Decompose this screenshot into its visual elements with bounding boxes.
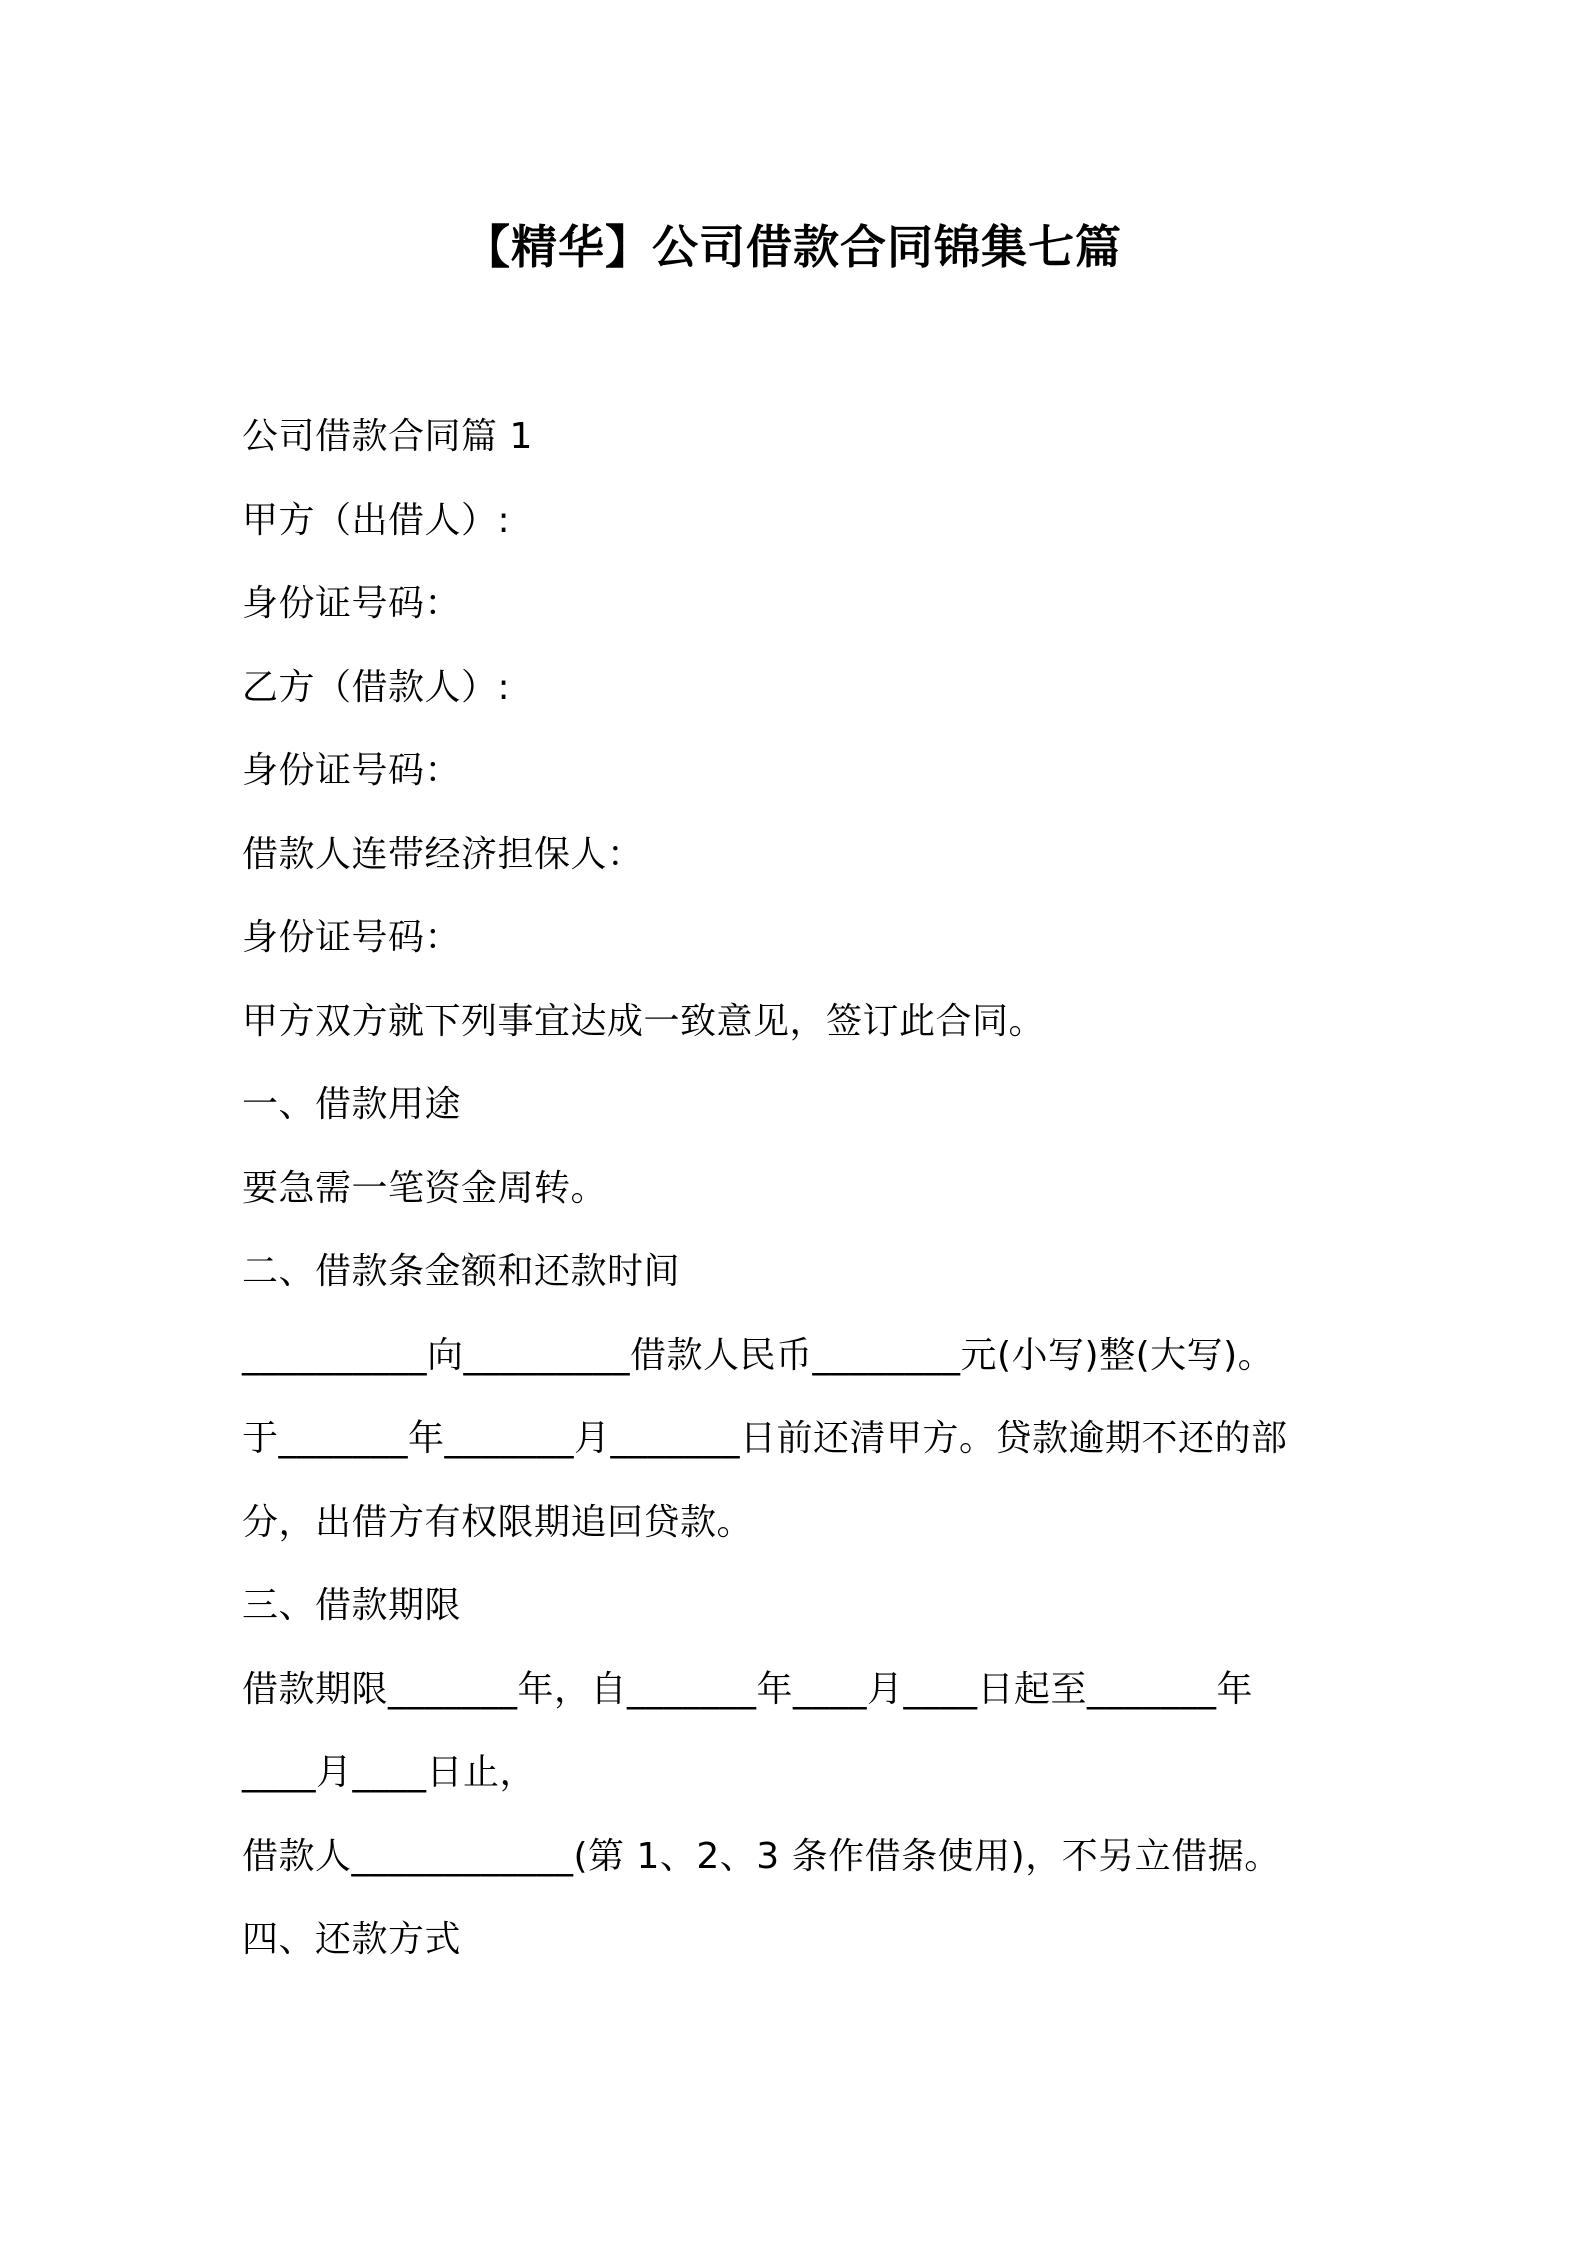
clause-heading-term: 三、借款期限 bbox=[242, 1585, 462, 1626]
clause-text-repayment-cont: 分，出借方有权限期追回贷款。 bbox=[242, 1501, 754, 1543]
guarantor-label: 借款人连带经济担保人： bbox=[242, 833, 644, 875]
party-b-label: 乙方（借款人）: bbox=[242, 666, 511, 708]
clause-text-term-cont: ____月____日止， bbox=[242, 1752, 537, 1793]
clause-heading-repayment-method: 四、还款方式 bbox=[242, 1919, 462, 1960]
party-a-id-label: 身份证号码： bbox=[242, 583, 462, 624]
clause-text-amount: __________向_________借款人民币________元(小写)整(大写)。 bbox=[242, 1334, 1275, 1376]
clause-text-term: 借款期限_______年，自_______年____月____日起至_______年 bbox=[242, 1668, 1254, 1710]
party-b-id-label: 身份证号码： bbox=[242, 750, 462, 791]
clause-heading-amount: 二、借款条金额和还款时间 bbox=[242, 1251, 681, 1292]
clause-text-purpose: 要急需一笔资金周转。 bbox=[242, 1167, 608, 1209]
clause-text-borrower: 借款人____________(第 1、2、3 条作借条使用)，不另立借据。 bbox=[242, 1835, 1281, 1877]
guarantor-id-label: 身份证号码： bbox=[242, 917, 462, 958]
party-a-label: 甲方（出借人）: bbox=[242, 499, 511, 541]
agreement-statement: 甲方双方就下列事宜达成一致意见，签订此合同。 bbox=[242, 1000, 1046, 1042]
section-heading: 公司借款合同篇 1 bbox=[242, 416, 533, 457]
document-body bbox=[242, 402, 1362, 1989]
clause-text-repayment: 于_______年_______月_______日前还清甲方。贷款逾期不还的部 bbox=[242, 1418, 1288, 1459]
document-title: 【精华】公司借款合同锦集七篇 bbox=[464, 220, 1122, 274]
clause-heading-purpose: 一、借款用途 bbox=[242, 1084, 462, 1125]
